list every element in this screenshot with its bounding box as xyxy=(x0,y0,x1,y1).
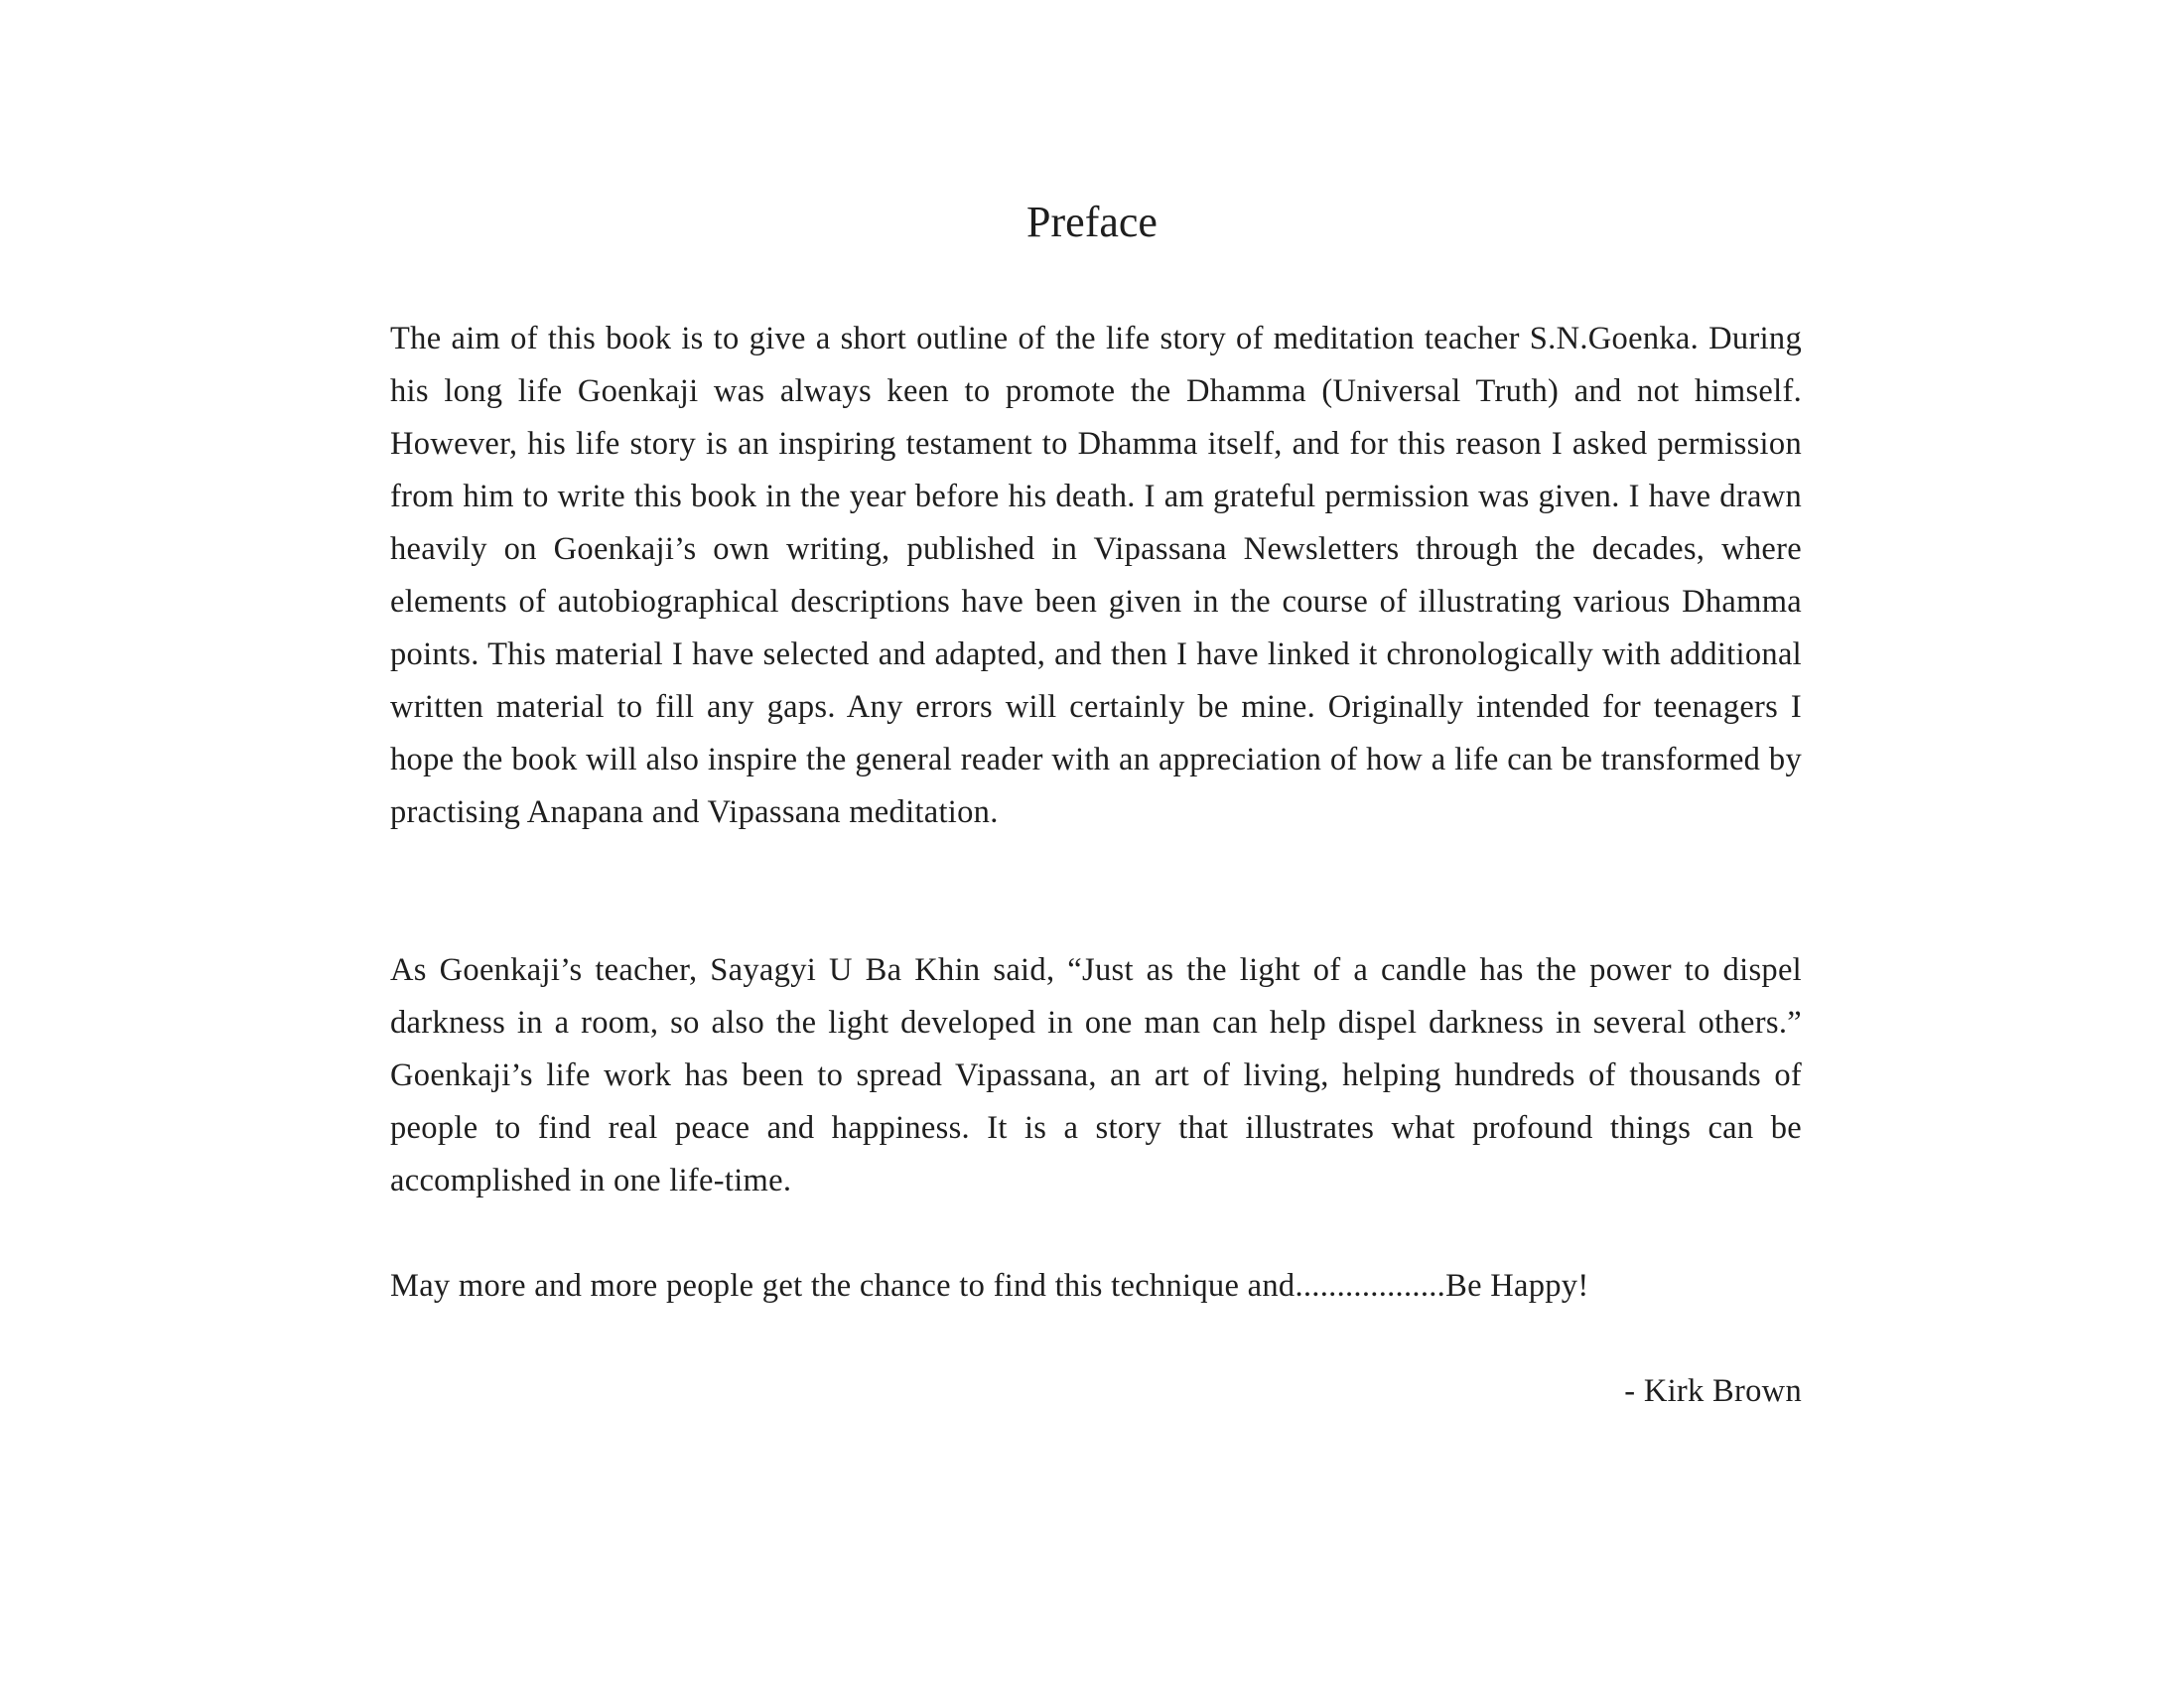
paragraph-quote: As Goenkaji’s teacher, Sayagyi U Ba Khin said, “Just as the light of a candle has the power to dispel darkness in a room, so also the light developed in one man can help dispel darkness in several others.” Goenkaji’s life work has been to spread Vipassana, an art of living, helping hundreds of thousands of people to find real peace and happiness. It is a story that illustrates what profound things can be accomplished in one life-time. xyxy=(390,952,1802,1198)
page-title: Preface xyxy=(1026,198,1158,246)
author-signature: - Kirk Brown xyxy=(1624,1373,1802,1409)
paragraph-intro: The aim of this book is to give a short outline of the life story of meditation teacher S.N.Goenka. During his long life Goenkaji was always keen to promote the Dhamma (Universal Truth) and not himself. However, his life story is an inspiring testament to Dhamma itself, and for this reason I asked permission from him to write this book in the year before his death. I am grateful permission was given. I have drawn heavily on Goenkaji’s own writing, published in Vipassana Newsletters through the decades, where elements of autobiographical descriptions have been given in the course of illustrating various Dhamma points. This material I have selected and adapted, and then I have linked it chronologically with additional written material to fill any gaps. Any errors will certainly be mine. Originally intended for teenagers I hope the book will also inspire the general reader with an appreciation of how a life can be transformed by practising Anapana and Vipassana meditation. xyxy=(390,321,1802,830)
paragraph-closing: May more and more people get the chance to find this technique and..................Be Happy! xyxy=(390,1268,1589,1304)
